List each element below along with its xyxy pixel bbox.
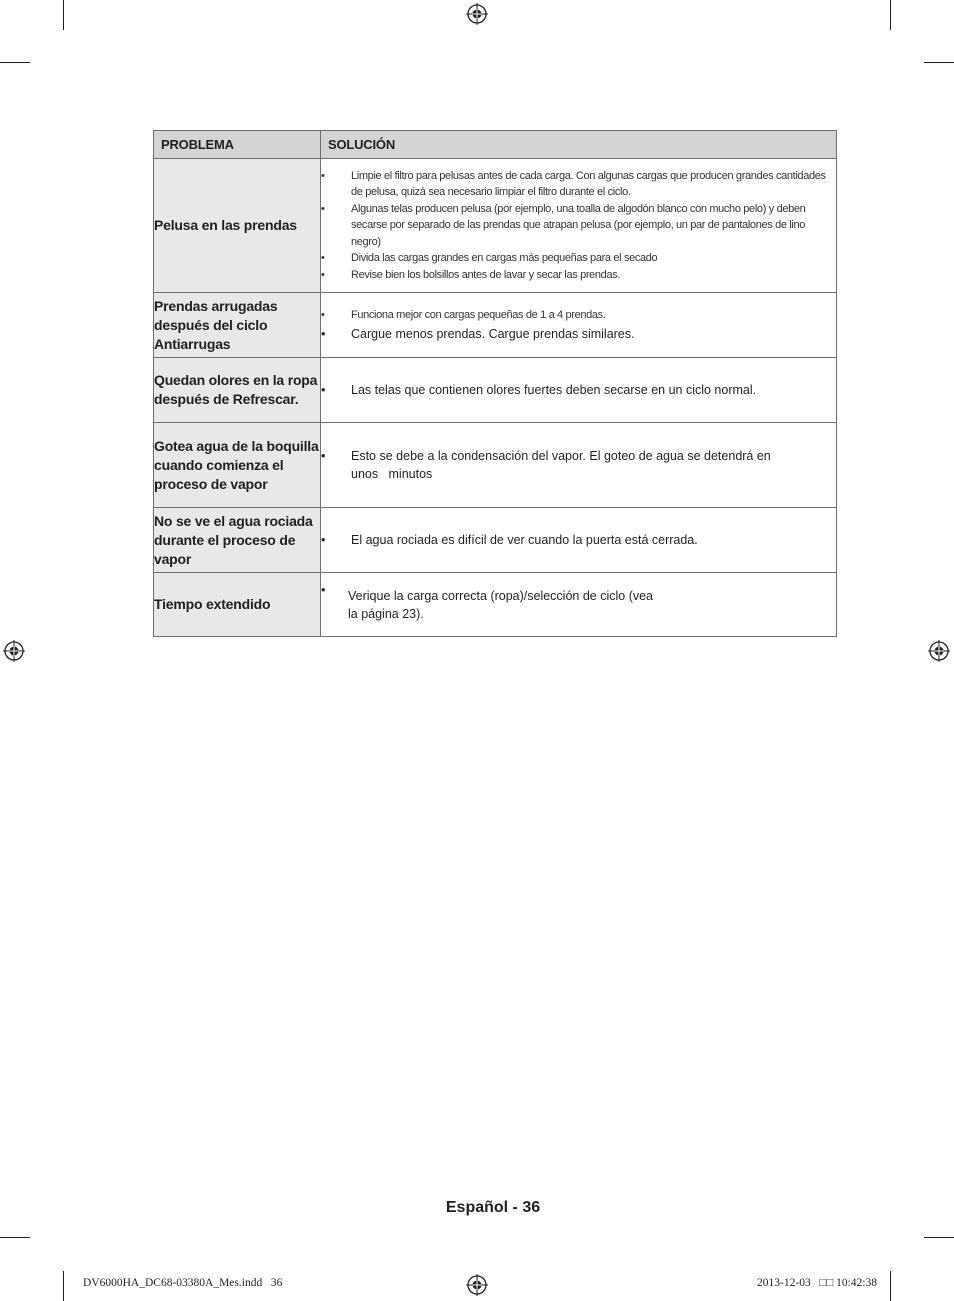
bullet: • (321, 252, 325, 265)
crop-mark (890, 0, 891, 30)
bullet: • (321, 449, 326, 463)
crop-mark (0, 1237, 30, 1238)
registration-mark-icon (466, 1274, 488, 1296)
table-header-row (154, 131, 837, 159)
crop-mark (0, 62, 30, 63)
solution-cell (321, 358, 837, 423)
print-slug-file: DV6000HA_DC68-03380A_Mes.indd 36 (83, 1277, 283, 1289)
solution-cell (321, 293, 837, 358)
solution-item: • Verique la carga correcta (ropa)/selección de ciclo (vea la página 23). (321, 582, 654, 621)
solution-list (321, 381, 836, 399)
solution-item: • Algunas telas producen pelusa (por ejemplo, una toalla de algodón blanco con mucho pelo) y deben secarse por separado de las prendas que atrapan pelusa (por ejemplo, un par de pantalones de lino negro) (321, 202, 806, 248)
registration-mark-icon (928, 640, 950, 662)
crop-mark (890, 1271, 891, 1301)
crop-mark (63, 1271, 64, 1301)
header-solution: SOLUCIÓN (321, 131, 837, 159)
registration-mark-icon (466, 3, 488, 25)
bullet: • (321, 268, 325, 281)
solution-item: • Las telas que contienen olores fuertes deben secarse en un ciclo normal. (321, 383, 757, 397)
solution-item: • Esto se debe a la condensación del vapor. El goteo de agua se detendrá en unos minutos (321, 449, 775, 481)
solution-item: • Divida las cargas grandes en cargas más pequeñas para el secado (321, 250, 836, 267)
solution-list (321, 531, 836, 549)
solution-cell (321, 423, 837, 508)
table-row (154, 293, 837, 358)
bullet: • (321, 582, 326, 597)
table-row (154, 508, 837, 573)
solution-item: • Cargue menos prendas. Cargue prendas similares. (321, 326, 635, 341)
problem-cell: Quedan olores en la ropa después de Refrescar. (154, 358, 321, 423)
problem-cell: Pelusa en las prendas (154, 159, 321, 293)
solution-item: • El agua rociada es difícil de ver cuando la puerta está cerrada. (321, 533, 698, 547)
solution-list (321, 168, 836, 284)
crop-mark (63, 0, 64, 30)
bullet: • (321, 309, 325, 322)
solution-item: • Limpie el filtro para pelusas antes de cada carga. Con algunas cargas que producen grandes cantidades de pelusa, quizá sea necesario limpiar el filtro durante el ciclo. (321, 169, 826, 199)
registration-mark-icon (3, 640, 25, 662)
problem-cell: Prendas arrugadas después del ciclo Antiarrugas (154, 293, 321, 358)
solution-list (321, 582, 836, 623)
problem-cell: Tiempo extendido (154, 573, 321, 637)
solution-list (321, 307, 836, 343)
solution-cell (321, 159, 837, 293)
solution-item: • Funciona mejor con cargas pequeñas de 1 a 4 prendas. (321, 307, 836, 324)
bullet: • (321, 169, 325, 182)
crop-mark (924, 62, 954, 63)
table-row (154, 423, 837, 508)
print-slug-datetime: 2013-12-03 □□ 10:42:38 (757, 1277, 877, 1289)
bullet: • (321, 326, 326, 341)
bullet: • (321, 533, 326, 547)
table-row (154, 573, 837, 637)
header-problem: PROBLEMA (154, 131, 321, 159)
bullet: • (321, 202, 325, 215)
problem-cell: Gotea agua de la boquilla cuando comienza el proceso de vapor (154, 423, 321, 508)
solution-list (321, 447, 836, 483)
solution-item: • Revise bien los bolsillos antes de lavar y secar las prendas. (321, 267, 836, 284)
problem-cell: No se ve el agua rociada durante el proceso de vapor (154, 508, 321, 573)
table-row (154, 358, 837, 423)
crop-mark (924, 1237, 954, 1238)
solution-cell (321, 508, 837, 573)
page-number: Español - 36 (445, 1199, 541, 1216)
table-row (154, 159, 837, 293)
troubleshooting-table (153, 130, 837, 637)
bullet: • (321, 383, 326, 397)
solution-cell (321, 573, 837, 637)
